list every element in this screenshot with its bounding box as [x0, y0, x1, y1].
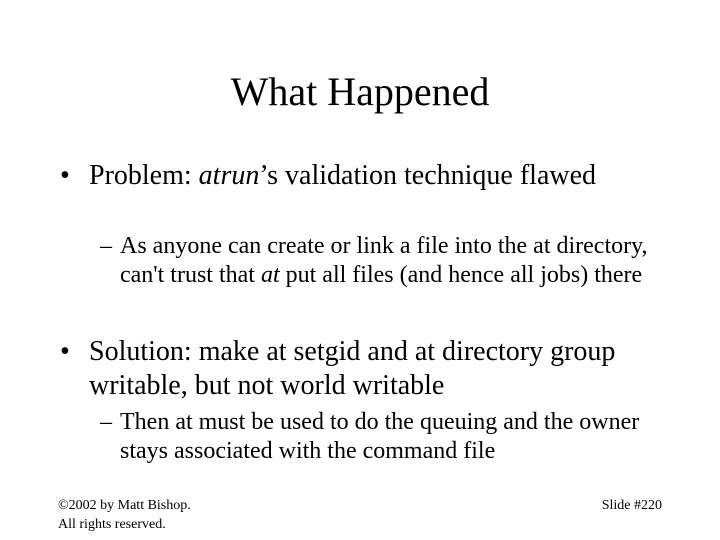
bullet-emphasis: atrun	[198, 160, 260, 191]
rights-line: All rights reserved.	[58, 517, 166, 532]
sub-bullet-text: Then at must be used to do the queuing and the owner stays associated with the command file	[120, 409, 640, 464]
bullet-marker: •	[60, 160, 70, 191]
bullet-text	[89, 159, 680, 193]
sub-bullet-marker: –	[100, 409, 112, 435]
sub-bullet-solution-detail	[100, 408, 660, 466]
bullet-marker: •	[60, 336, 70, 367]
bullet-text: Solution: make at setgid and at directory group writable, but not world writable	[89, 336, 616, 401]
bullet-problem	[60, 159, 680, 193]
bullet-prefix: Problem:	[89, 160, 199, 191]
bullet-solution	[60, 335, 680, 403]
bullet-suffix: ’s validation technique flawed	[259, 160, 597, 191]
sub-bullet-text	[120, 232, 660, 290]
sub-bullet-text-b: put all files (and hence all jobs) there	[279, 262, 643, 288]
sub-bullet-text-a: As anyone can create or link a file into the at directory, can't trust that	[120, 233, 648, 288]
slide-number: Slide #220	[601, 498, 662, 513]
sub-bullet-marker: –	[100, 233, 112, 259]
footer-copyright	[58, 496, 191, 534]
copyright-line: ©2002 by Matt Bishop.	[58, 498, 191, 513]
sub-bullet-emphasis: at	[260, 262, 280, 288]
sub-bullet-problem-detail	[100, 232, 660, 290]
slide-title: What Happened	[230, 69, 490, 114]
